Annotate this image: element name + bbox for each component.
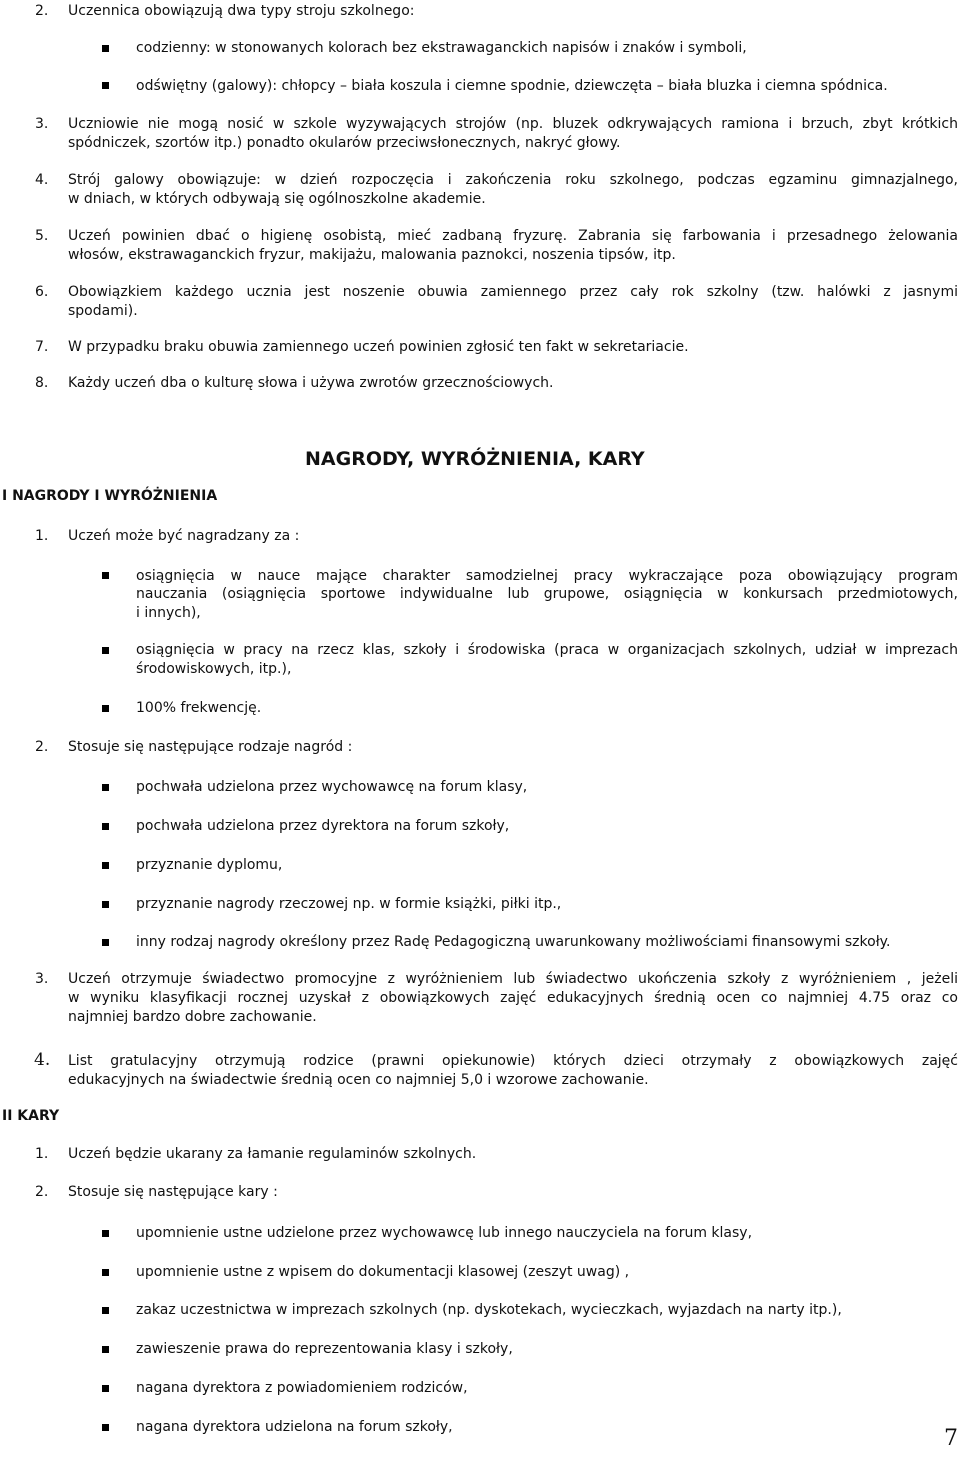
item-number: 4. bbox=[34, 1050, 51, 1070]
paragraph-text: Każdy uczeń dba o kulturę słowa i używa zwrotów grzecznościowych. bbox=[68, 375, 554, 391]
item-number: 6. bbox=[35, 284, 49, 300]
list-item-line: środowiskowych, itp.), bbox=[136, 661, 292, 677]
bullet-icon bbox=[102, 1346, 109, 1353]
paragraph-text: Uczeń będzie ukarany za łamanie regulaminów szkolnych. bbox=[68, 1146, 477, 1162]
paragraph-line: najmniej bardzo dobre zachowanie. bbox=[68, 1009, 317, 1025]
list-item: nagana dyrektora z powiadomieniem rodziców, bbox=[136, 1380, 468, 1396]
item-number: 7. bbox=[35, 339, 49, 355]
item-number: 2. bbox=[35, 1184, 49, 1200]
list-item-line: i innych), bbox=[136, 605, 201, 621]
paragraph-line: Obowiązkiem każdego ucznia jest noszenie obuwia zamiennego przez cały rok szkolny (tzw. halówki z jasnymi bbox=[68, 284, 958, 300]
item-number: 5. bbox=[35, 228, 49, 244]
bullet-icon bbox=[102, 823, 109, 830]
list-item: upomnienie ustne udzielone przez wychowawcę lub innego nauczyciela na forum klasy, bbox=[136, 1225, 753, 1241]
item-number: 1. bbox=[35, 528, 49, 544]
bullet-icon bbox=[102, 1230, 109, 1237]
paragraph-line: spodami). bbox=[68, 303, 138, 319]
bullet-icon bbox=[102, 862, 109, 869]
paragraph-text: Stosuje się następujące kary : bbox=[68, 1184, 278, 1200]
paragraph-line: w dniach, w których odbywają się ogólnoszkolne akademie. bbox=[68, 191, 486, 207]
bullet-icon bbox=[102, 1269, 109, 1276]
bullet-icon bbox=[102, 82, 109, 89]
paragraph-line: Strój galowy obowiązuje: w dzień rozpoczęcia i zakończenia roku szkolnego, podczas egzaminu gimnazjalnego, bbox=[68, 172, 958, 188]
list-item: 100% frekwencję. bbox=[136, 700, 262, 716]
bullet-icon bbox=[102, 1385, 109, 1392]
item-number: 3. bbox=[35, 116, 49, 132]
paragraph-line: edukacyjnych na świadectwie średnią ocen co najmniej 5,0 i wzorowe zachowanie. bbox=[68, 1072, 649, 1088]
item-number: 8. bbox=[35, 375, 49, 391]
item-number: 4. bbox=[35, 172, 49, 188]
page-number: 7 bbox=[944, 1426, 958, 1451]
bullet-icon bbox=[102, 45, 109, 52]
paragraph-text: Uczeń może być nagradzany za : bbox=[68, 528, 300, 544]
page-title: NAGRODY, WYRÓŻNIENIA, KARY bbox=[305, 448, 645, 470]
item-number: 1. bbox=[35, 1146, 49, 1162]
bullet-icon bbox=[102, 784, 109, 791]
list-item: pochwała udzielona przez dyrektora na forum szkoły, bbox=[136, 818, 510, 834]
bullet-icon bbox=[102, 572, 109, 579]
bullet-icon bbox=[102, 1424, 109, 1431]
paragraph-line: Uczeń otrzymuje świadectwo promocyjne z wyróżnieniem lub świadectwo ukończenia szkoły z wyróżnieniem , jeżeli bbox=[68, 971, 958, 987]
list-item: zakaz uczestnictwa w imprezach szkolnych (np. dyskotekach, wycieczkach, wyjazdach na narty itp.), bbox=[136, 1302, 842, 1318]
list-item: przyznanie nagrody rzeczowej np. w formie książki, piłki itp., bbox=[136, 896, 562, 912]
list-item: odświętny (galowy): chłopcy – biała koszula i ciemne spodnie, dziewczęta – biała bluzka i ciemna spódnica. bbox=[136, 78, 888, 94]
bullet-icon bbox=[102, 901, 109, 908]
paragraph-line: Uczniowie nie mogą nosić w szkole wyzywających strojów (np. bluzek odkrywających ramiona i brzuch, zbyt krótkich bbox=[68, 116, 958, 132]
item-number: 2. bbox=[35, 739, 49, 755]
paragraph-line: włosów, ekstrawaganckich fryzur, makijażu, malowania paznokci, noszenia tipsów, itp. bbox=[68, 247, 676, 263]
bullet-icon bbox=[102, 705, 109, 712]
paragraph-text: W przypadku braku obuwia zamiennego uczeń powinien zgłosić ten fakt w sekretariacie. bbox=[68, 339, 689, 355]
item-number: 3. bbox=[35, 971, 49, 987]
paragraph-line: Uczeń powinien dbać o higienę osobistą, mieć zadbaną fryzurę. Zabrania się farbowania i przesadnego żelowania bbox=[68, 228, 958, 244]
list-item: zawieszenie prawa do reprezentowania klasy i szkoły, bbox=[136, 1341, 513, 1357]
bullet-icon bbox=[102, 1307, 109, 1314]
section-heading: II KARY bbox=[2, 1108, 60, 1124]
paragraph-line: spódniczek, szortów itp.) ponadto okularów przeciwsłonecznych, nakryć głowy. bbox=[68, 135, 621, 151]
list-item-line: osiągnięcia w pracy na rzecz klas, szkoły i środowiska (praca w organizacjach szkolnych, udział w imprezach bbox=[136, 642, 958, 658]
paragraph-text: Stosuje się następujące rodzaje nagród : bbox=[68, 739, 353, 755]
bullet-icon bbox=[102, 939, 109, 946]
list-item: pochwała udzielona przez wychowawcę na forum klasy, bbox=[136, 779, 528, 795]
paragraph-line: w wyniku klasyfikacji rocznej uzyskał z obowiązkowych zajęć edukacyjnych średnią ocen co najmniej 4.75 oraz co bbox=[68, 990, 958, 1006]
bullet-icon bbox=[102, 647, 109, 654]
list-item-line: osiągnięcia w nauce mające charakter samodzielnej pracy wykraczające poza obowiązujący program bbox=[136, 568, 958, 584]
paragraph-line: List gratulacyjny otrzymują rodzice (prawni opiekunowie) których dzieci otrzymały z obowiązkowych zajęć bbox=[68, 1053, 958, 1069]
list-item: inny rodzaj nagrody określony przez Radę Pedagogiczną uwarunkowany możliwościami finansowymi szkoły. bbox=[136, 934, 891, 950]
list-item: upomnienie ustne z wpisem do dokumentacji klasowej (zeszyt uwag) , bbox=[136, 1264, 630, 1280]
list-item: nagana dyrektora udzielona na forum szkoły, bbox=[136, 1419, 453, 1435]
paragraph-text: Uczennica obowiązują dwa typy stroju szkolnego: bbox=[68, 3, 415, 19]
list-item-line: nauczania (osiągnięcia sportowe indywidualne lub grupowe, osiągnięcia w konkursach przedmiotowych, bbox=[136, 586, 958, 602]
list-item: codzienny: w stonowanych kolorach bez ekstrawaganckich napisów i znaków i symboli, bbox=[136, 40, 747, 56]
item-number: 2. bbox=[35, 3, 49, 19]
section-heading: I NAGRODY I WYRÓŻNIENIA bbox=[2, 488, 218, 504]
list-item: przyznanie dyplomu, bbox=[136, 857, 283, 873]
